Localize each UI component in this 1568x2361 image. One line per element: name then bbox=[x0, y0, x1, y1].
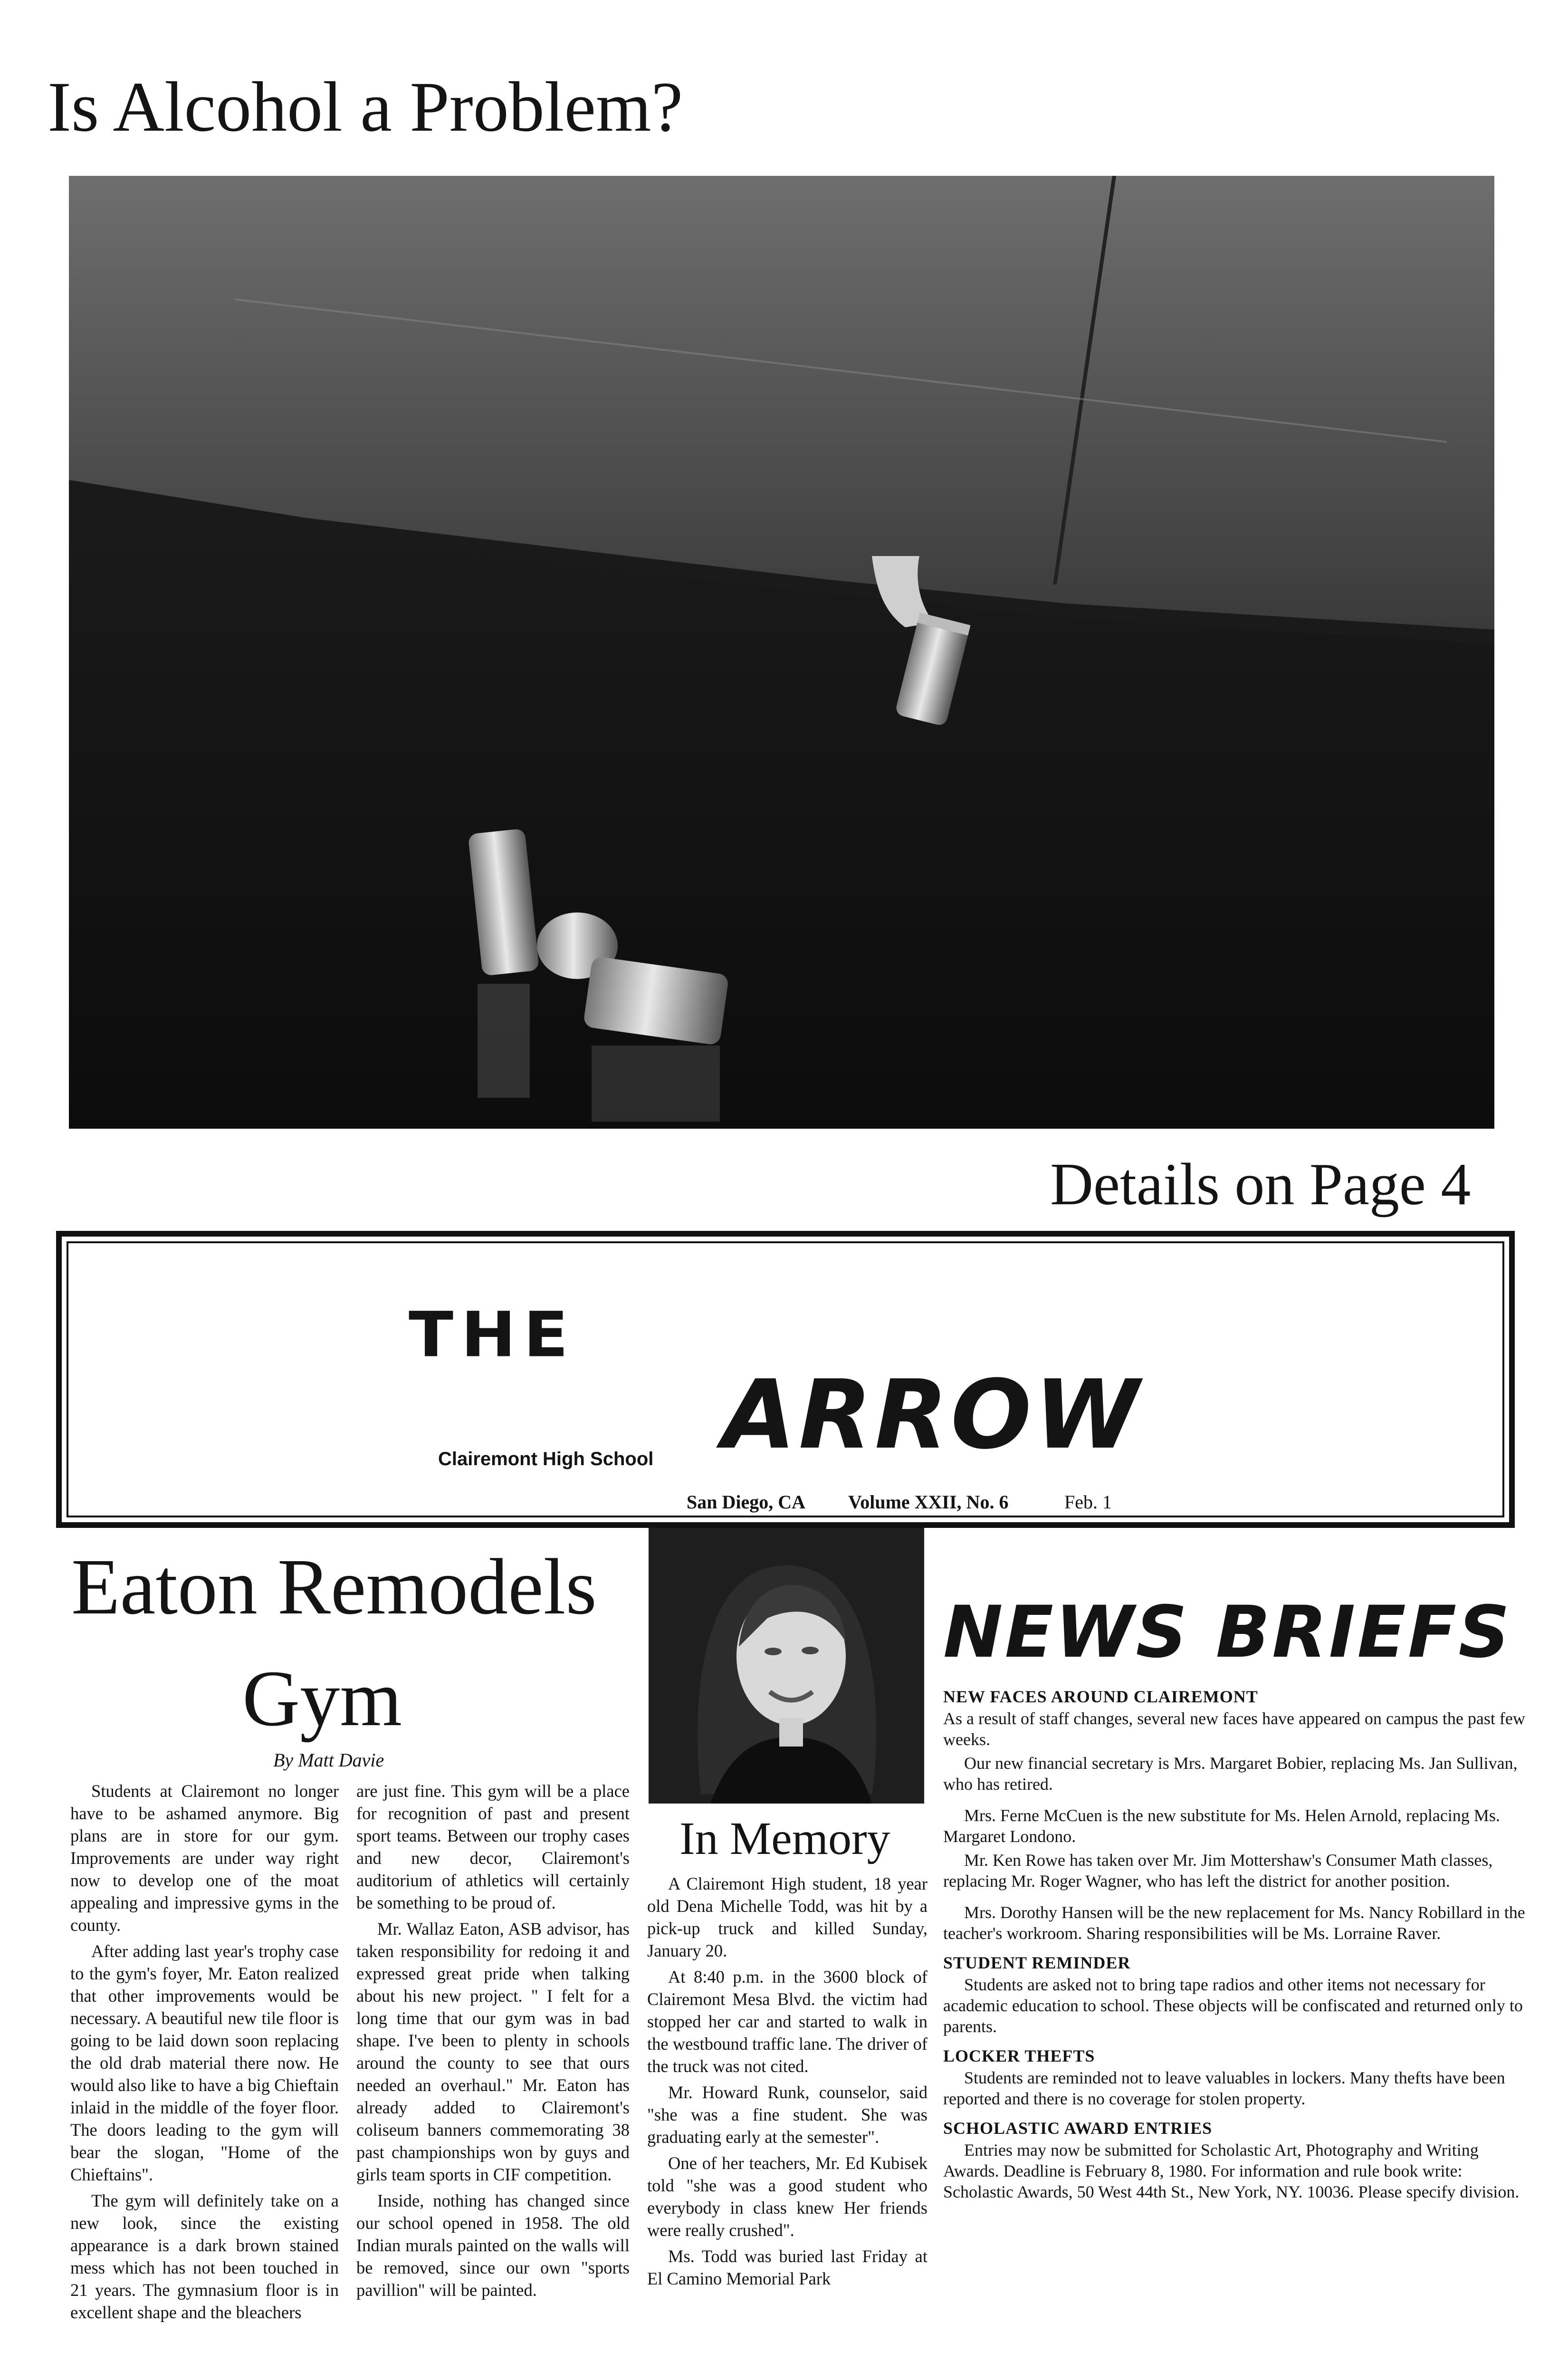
brief-paragraph: As a result of staff changes, several new faces have appeared on campus the past few weeks. bbox=[943, 1709, 1525, 1749]
masthead-volume: Volume XXII, No. 6 bbox=[848, 1491, 1009, 1513]
masthead-logo-arrow: ARROW bbox=[722, 1360, 1142, 1470]
memory-paragraph: Ms. Todd was buried last Friday at El Camino Memorial Park bbox=[647, 2246, 927, 2288]
brief-paragraph: Entries may now be submitted for Scholastic Art, Photography and Writing Awards. Deadline is February 8, 1980. For information and rule book write: Scholastic Awards, 50 West 44th St., New York, NY. 10036. Please specify division. bbox=[943, 2140, 1520, 2201]
front-headline: Is Alcohol a Problem? bbox=[48, 67, 683, 146]
eaton-title-line2: Gym bbox=[242, 1654, 402, 1743]
eaton-column-1 bbox=[70, 1780, 339, 2327]
brief-paragraph: Mrs. Ferne McCuen is the new substitute for Ms. Helen Arnold, replacing Ms. Margaret Londono. bbox=[943, 1806, 1500, 1846]
memory-column bbox=[647, 1872, 927, 2294]
details-page-ref: Details on Page 4 bbox=[1050, 1152, 1471, 1218]
cover-photo bbox=[69, 176, 1494, 1129]
brief-paragraph: Mr. Ken Rowe has taken over Mr. Jim Mottershaw's Consumer Math classes, replacing Mr. Roger Wagner, who has left the district for another position. bbox=[943, 1851, 1493, 1891]
eaton-paragraph: The gym will definitely take on a new look, since the existing appearance is a dark brown stained mess which has not been touched in 21 years. The gymnasium floor is in excellent shape and the bleachers bbox=[70, 2191, 339, 2322]
brief-paragraph: Mrs. Dorothy Hansen will be the new replacement for Ms. Nancy Robillard in the teacher's workroom. Sharing responsibilities will be Ms. Lorraine Raver. bbox=[943, 1903, 1525, 1943]
eaton-paragraph: Inside, nothing has changed since our school opened in 1958. The old Indian murals painted on the walls will be removed, since our own "sports pavillion" will be painted. bbox=[356, 2191, 630, 2300]
brief-paragraph: Students are reminded not to leave valuables in lockers. Many thefts have been reported and there is no coverage for stolen property. bbox=[943, 2068, 1505, 2108]
news-briefs-title: NEWS BRIEFS bbox=[943, 1591, 1512, 1674]
eaton-paragraph: Students at Clairemont no longer have to be ashamed anymore. Big plans are in store for our gym. Improvements are under way right now to develop one of the moat appealing and impressive gyms in the county. bbox=[70, 1781, 339, 1935]
masthead-city: San Diego, CA bbox=[687, 1491, 806, 1513]
eaton-title-line1: Eaton Remodels bbox=[71, 1543, 597, 1631]
memory-title: In Memory bbox=[679, 1813, 890, 1864]
memorial-portrait bbox=[649, 1528, 924, 1804]
eaton-paragraph: are just fine. This gym will be a place for recognition of past and present sport teams. Between our trophy cases and new decor, Clairemont's auditorium of athletics will certainly be something to be proud of. bbox=[356, 1781, 630, 1912]
memory-paragraph: A Clairemont High student, 18 year old Dena Michelle Todd, was hit by a pick-up truck and killed Sunday, January 20. bbox=[647, 1874, 927, 1960]
brief-heading: NEW FACES AROUND CLAIREMONT bbox=[943, 1687, 1258, 1706]
news-briefs-column bbox=[943, 1686, 1528, 2205]
brief-paragraph: Students are asked not to bring tape radios and other items not necessary for academic education to school. These objects will be confiscated and returned only to parents. bbox=[943, 1975, 1523, 2036]
cover-photo-illustration bbox=[69, 176, 1494, 1129]
memory-paragraph: Mr. Howard Runk, counselor, said "she was a fine student. She was graduating early at the semester". bbox=[647, 2083, 927, 2147]
eaton-byline: By Matt Davie bbox=[273, 1749, 384, 1771]
brief-paragraph: Our new financial secretary is Mrs. Margaret Bobier, replacing Ms. Jan Sullivan, who has retired. bbox=[943, 1754, 1518, 1794]
eaton-paragraph: Mr. Wallaz Eaton, ASB advisor, has taken responsibility for redoing it and expressed great pride when talking about his new project. " I felt for a long time that our gym was in bad shape. I've been to plenty in schools around the county to see that ours needed an overhaul." Mr. Eaton has already added to Clairemont's coliseum banners commemorating 38 past championships won by guys and girls team sports in CIF competition. bbox=[356, 1919, 630, 2184]
masthead-school: Clairemont High School bbox=[438, 1449, 654, 1469]
brief-heading: STUDENT REMINDER bbox=[943, 1953, 1131, 1972]
eaton-column-2 bbox=[356, 1780, 630, 2305]
brief-heading: LOCKER THEFTS bbox=[943, 2046, 1095, 2065]
masthead-logo-the: THE bbox=[409, 1298, 576, 1371]
portrait-illustration bbox=[649, 1528, 924, 1804]
eaton-paragraph: After adding last year's trophy case to the gym's foyer, Mr. Eaton realized that other improvements would be necessary. A beautiful new tile floor is going to be laid down soon replacing the old drab material there now. He would also like to have a big Chieftain inlaid in the middle of the foyer floor. The doors leading to the gym will bear the slogan, "Home of the Chieftains". bbox=[70, 1941, 339, 2184]
brief-heading: SCHOLASTIC AWARD ENTRIES bbox=[943, 2119, 1213, 2138]
memory-paragraph: At 8:40 p.m. in the 3600 block of Clairemont Mesa Blvd. the victim had stopped her car and started to walk in the westbound traffic lane. The driver of the truck was not cited. bbox=[647, 1967, 927, 2076]
memory-paragraph: One of her teachers, Mr. Ed Kubisek told "she was a good student who everybody in class knew Her friends were really crushed". bbox=[647, 2153, 927, 2240]
masthead-date: Feb. 1 bbox=[1064, 1491, 1112, 1513]
